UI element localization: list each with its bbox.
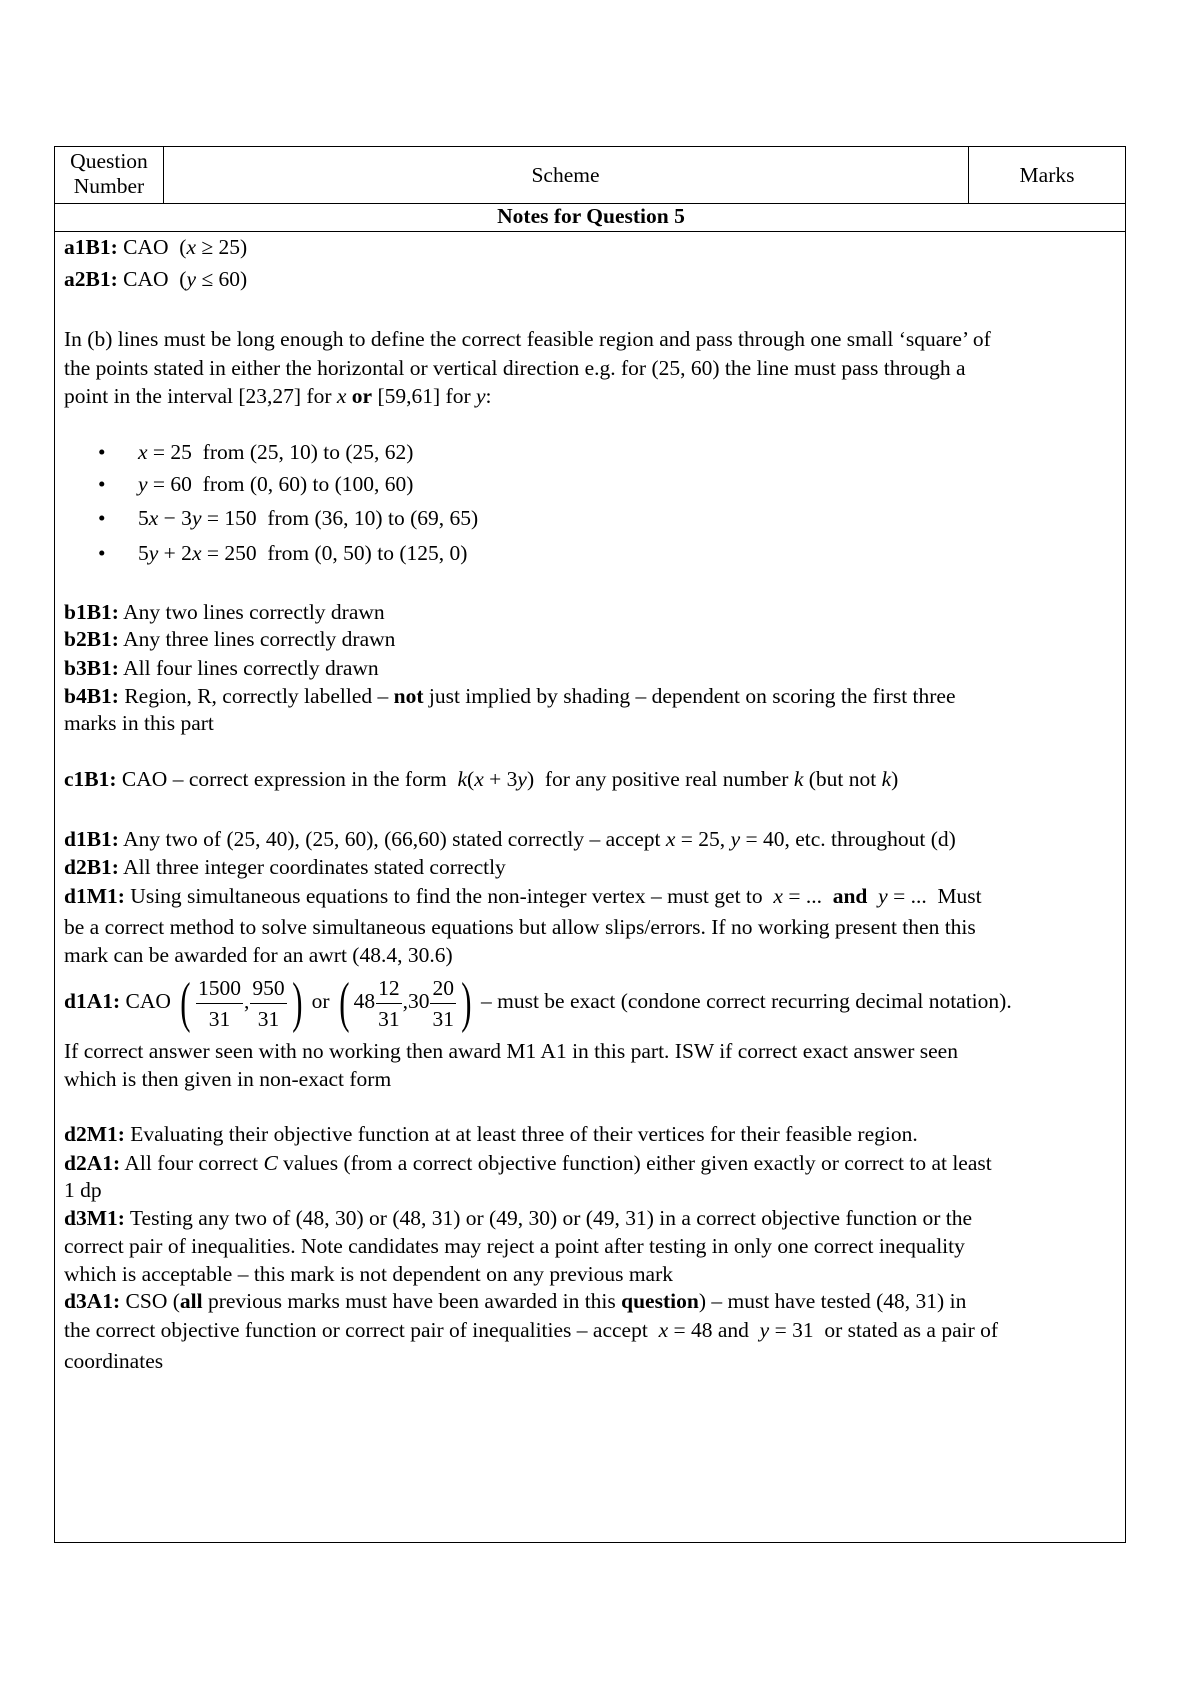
note-text: y	[186, 267, 196, 291]
note-line	[138, 539, 467, 567]
mark-code: a2B1:	[64, 267, 118, 291]
note-text: All four lines correctly drawn	[118, 656, 379, 680]
note-text: 5	[138, 541, 149, 565]
note-text: x	[658, 1318, 669, 1342]
note-text: = 250 from (0, 50) to (125, 0)	[201, 541, 468, 565]
mark-code: d2A1:	[64, 1151, 121, 1175]
numerator: 1500	[196, 973, 243, 1004]
note-text: ≥ 25)	[195, 235, 248, 259]
note-text: 48	[353, 989, 376, 1013]
note-text: = 150 from (36, 10) to (69, 65)	[201, 506, 479, 530]
note-line	[64, 1120, 918, 1148]
note-text: x	[138, 440, 148, 464]
note-text: 1 dp	[64, 1178, 102, 1202]
bullet-icon: •	[98, 541, 106, 565]
note-line	[64, 265, 247, 293]
note-text: ) for any positive real number	[526, 767, 794, 791]
note-text: = ...	[782, 884, 833, 908]
numerator: 12	[376, 973, 402, 1004]
mark-code: and	[832, 884, 868, 908]
note-line	[64, 233, 247, 261]
note-line	[64, 682, 956, 710]
note-line	[64, 1260, 673, 1288]
mark-code: b4B1:	[64, 684, 119, 708]
mark-code: or	[346, 384, 373, 408]
mark-code: d1A1:	[64, 989, 121, 1013]
note-text: CAO (	[117, 267, 187, 291]
note-line	[138, 470, 413, 498]
note-text: coordinates	[64, 1349, 164, 1373]
note-line	[64, 853, 506, 881]
note-text: be a correct method to solve simultaneous equations but allow slips/errors. If no working present then this	[64, 915, 976, 939]
note-line	[64, 1347, 163, 1375]
mark-code: all	[179, 1289, 203, 1313]
note-line	[64, 1037, 958, 1065]
note-text: ,	[243, 989, 250, 1013]
header-scheme: Scheme	[531, 163, 600, 187]
note-text: y	[475, 384, 486, 408]
note-line	[64, 1176, 102, 1204]
note-text: = 25 from (25, 10) to (25, 62)	[147, 440, 414, 464]
header-question-number: Question Number	[70, 149, 148, 198]
note-text: = 25,	[675, 827, 731, 851]
note-text: If correct answer seen with no working then award M1 A1 in this part. ISW if correct exact answer seen	[64, 1039, 958, 1063]
note-line	[64, 354, 966, 382]
note-text: CAO (	[117, 235, 187, 259]
mark-code: b2B1:	[64, 627, 119, 651]
mark-code: d3A1:	[64, 1289, 121, 1313]
header-marks: Marks	[1019, 163, 1075, 187]
note-text: k	[457, 767, 468, 791]
note-text: ,30	[402, 989, 430, 1013]
note-line	[64, 382, 492, 410]
note-line	[138, 438, 413, 466]
fraction	[196, 973, 243, 1034]
mark-code: b1B1:	[64, 600, 119, 624]
note-text: y	[759, 1318, 770, 1342]
note-text: the correct objective function or correct pair of inequalities – accept	[64, 1318, 659, 1342]
denominator: 31	[257, 1006, 280, 1031]
note-text: CAO	[120, 989, 177, 1013]
note-line	[138, 504, 478, 532]
note-text: + 3	[483, 767, 518, 791]
note-text: y	[730, 827, 741, 851]
note-text: + 2	[158, 541, 192, 565]
note-line	[64, 941, 453, 969]
note-line	[64, 1065, 391, 1093]
bullet-icon: •	[98, 506, 106, 530]
note-text: k	[793, 767, 804, 791]
note-text: = 40, etc. throughout (d)	[740, 827, 956, 851]
note-text: All four correct	[120, 1151, 264, 1175]
note-line	[64, 1232, 965, 1260]
bullet-icon: •	[98, 472, 106, 496]
parenthesis: (	[180, 972, 191, 1035]
note-text: − 3	[158, 506, 192, 530]
note-text: x	[336, 384, 347, 408]
note-text: x	[191, 541, 202, 565]
note-text: x	[148, 506, 159, 530]
notes-title: Notes for Question 5	[497, 204, 685, 228]
note-text: x	[186, 235, 196, 259]
fraction	[430, 973, 456, 1034]
note-text: )	[891, 767, 899, 791]
note-line	[64, 709, 214, 737]
note-line	[64, 825, 956, 853]
note-text: previous marks must have been awarded in this	[202, 1289, 622, 1313]
note-text: y	[148, 541, 159, 565]
note-text: y	[191, 506, 202, 530]
denominator: 31	[378, 1006, 400, 1031]
note-text: Any three lines correctly drawn	[118, 627, 396, 651]
note-text: values (from a correct objective function) either given exactly or correct to at least	[277, 1151, 992, 1175]
mark-code: d3M1:	[64, 1206, 125, 1230]
note-text: which is then given in non-exact form	[64, 1067, 392, 1091]
mark-code: not	[393, 684, 424, 708]
note-text: ) – must have tested (48, 31) in	[698, 1289, 967, 1313]
mark-code: question	[621, 1289, 699, 1313]
parenthesis: )	[291, 972, 303, 1035]
note-text: = 48 and	[668, 1318, 760, 1342]
fraction	[376, 973, 402, 1034]
fraction	[250, 973, 286, 1034]
note-text: mark can be awarded for an awrt (48.4, 30.6)	[64, 943, 453, 967]
note-line	[64, 882, 982, 910]
note-line	[64, 654, 379, 682]
note-text: All three integer coordinates stated correctly	[118, 855, 506, 879]
note-text: C	[263, 1151, 278, 1175]
note-text: point in the interval [23,27] for	[64, 384, 337, 408]
note-text: – must be exact (condone correct recurring decimal notation).	[475, 989, 1012, 1013]
note-text: ≤ 60)	[195, 267, 248, 291]
mark-code: d1M1:	[64, 884, 125, 908]
mark-code: c1B1:	[64, 767, 117, 791]
note-text: just implied by shading – dependent on scoring the first three	[423, 684, 956, 708]
note-text: x	[474, 767, 484, 791]
note-text: Any two of (25, 40), (25, 60), (66,60) stated correctly – accept	[118, 827, 666, 851]
note-line	[64, 1149, 992, 1177]
note-text: = 31 or stated as a pair of	[769, 1318, 999, 1342]
note-text: (	[467, 767, 475, 791]
parenthesis: )	[461, 972, 472, 1035]
mark-code: a1B1:	[64, 235, 118, 259]
note-line	[64, 765, 898, 793]
denominator: 31	[208, 1006, 231, 1031]
numerator: 20	[430, 973, 456, 1004]
note-line	[64, 1287, 966, 1315]
note-text: Region, R, correctly labelled –	[118, 684, 394, 708]
note-line	[64, 1204, 972, 1232]
note-text: marks in this part	[64, 711, 214, 735]
note-text: which is acceptable – this mark is not dependent on any previous mark	[64, 1262, 674, 1286]
note-text: x	[665, 827, 676, 851]
note-line	[64, 969, 1012, 1034]
note-line	[64, 913, 976, 941]
mark-code: d2B1:	[64, 855, 119, 879]
denominator: 31	[432, 1006, 454, 1031]
note-text: CAO – correct expression in the form	[116, 767, 458, 791]
note-line	[64, 325, 991, 353]
note-text: Using simultaneous equations to find the non-integer vertex – must get to	[124, 884, 774, 908]
note-text: CSO (	[120, 1289, 180, 1313]
note-text: = ... Must	[887, 884, 982, 908]
note-text: y	[517, 767, 527, 791]
note-text: :	[485, 384, 492, 408]
note-text: Testing any two of (48, 30) or (48, 31) or (49, 30) or (49, 31) in a correct objective function or the	[124, 1206, 973, 1230]
note-text: the points stated in either the horizontal or vertical direction e.g. for (25, 60) the line must pass through a	[64, 356, 966, 380]
note-text: [59,61] for	[372, 384, 476, 408]
note-text: x	[773, 884, 783, 908]
parenthesis: (	[339, 972, 350, 1035]
note-text: = 60 from (0, 60) to (100, 60)	[147, 472, 414, 496]
note-text: y	[138, 472, 148, 496]
note-line	[64, 625, 395, 653]
note-text: In (b) lines must be long enough to define the correct feasible region and pass through one small ‘square’ of	[64, 327, 991, 351]
note-line	[64, 1316, 998, 1344]
note-text: Any two lines correctly drawn	[118, 600, 385, 624]
bullet-icon: •	[98, 440, 106, 464]
numerator: 950	[250, 973, 286, 1004]
row-divider	[55, 231, 1125, 232]
mark-code: d1B1:	[64, 827, 119, 851]
note-line	[64, 598, 385, 626]
note-text: correct pair of inequalities. Note candidates may reject a point after testing in only one correct inequality	[64, 1234, 965, 1258]
note-text	[867, 884, 878, 908]
note-text: 5	[138, 506, 149, 530]
note-text: (but not	[803, 767, 882, 791]
note-text: or	[306, 989, 335, 1013]
mark-code: b3B1:	[64, 656, 119, 680]
note-text: k	[881, 767, 892, 791]
note-text: Evaluating their objective function at at least three of their vertices for their feasible region.	[124, 1122, 918, 1146]
note-text: y	[878, 884, 888, 908]
mark-code: d2M1:	[64, 1122, 125, 1146]
